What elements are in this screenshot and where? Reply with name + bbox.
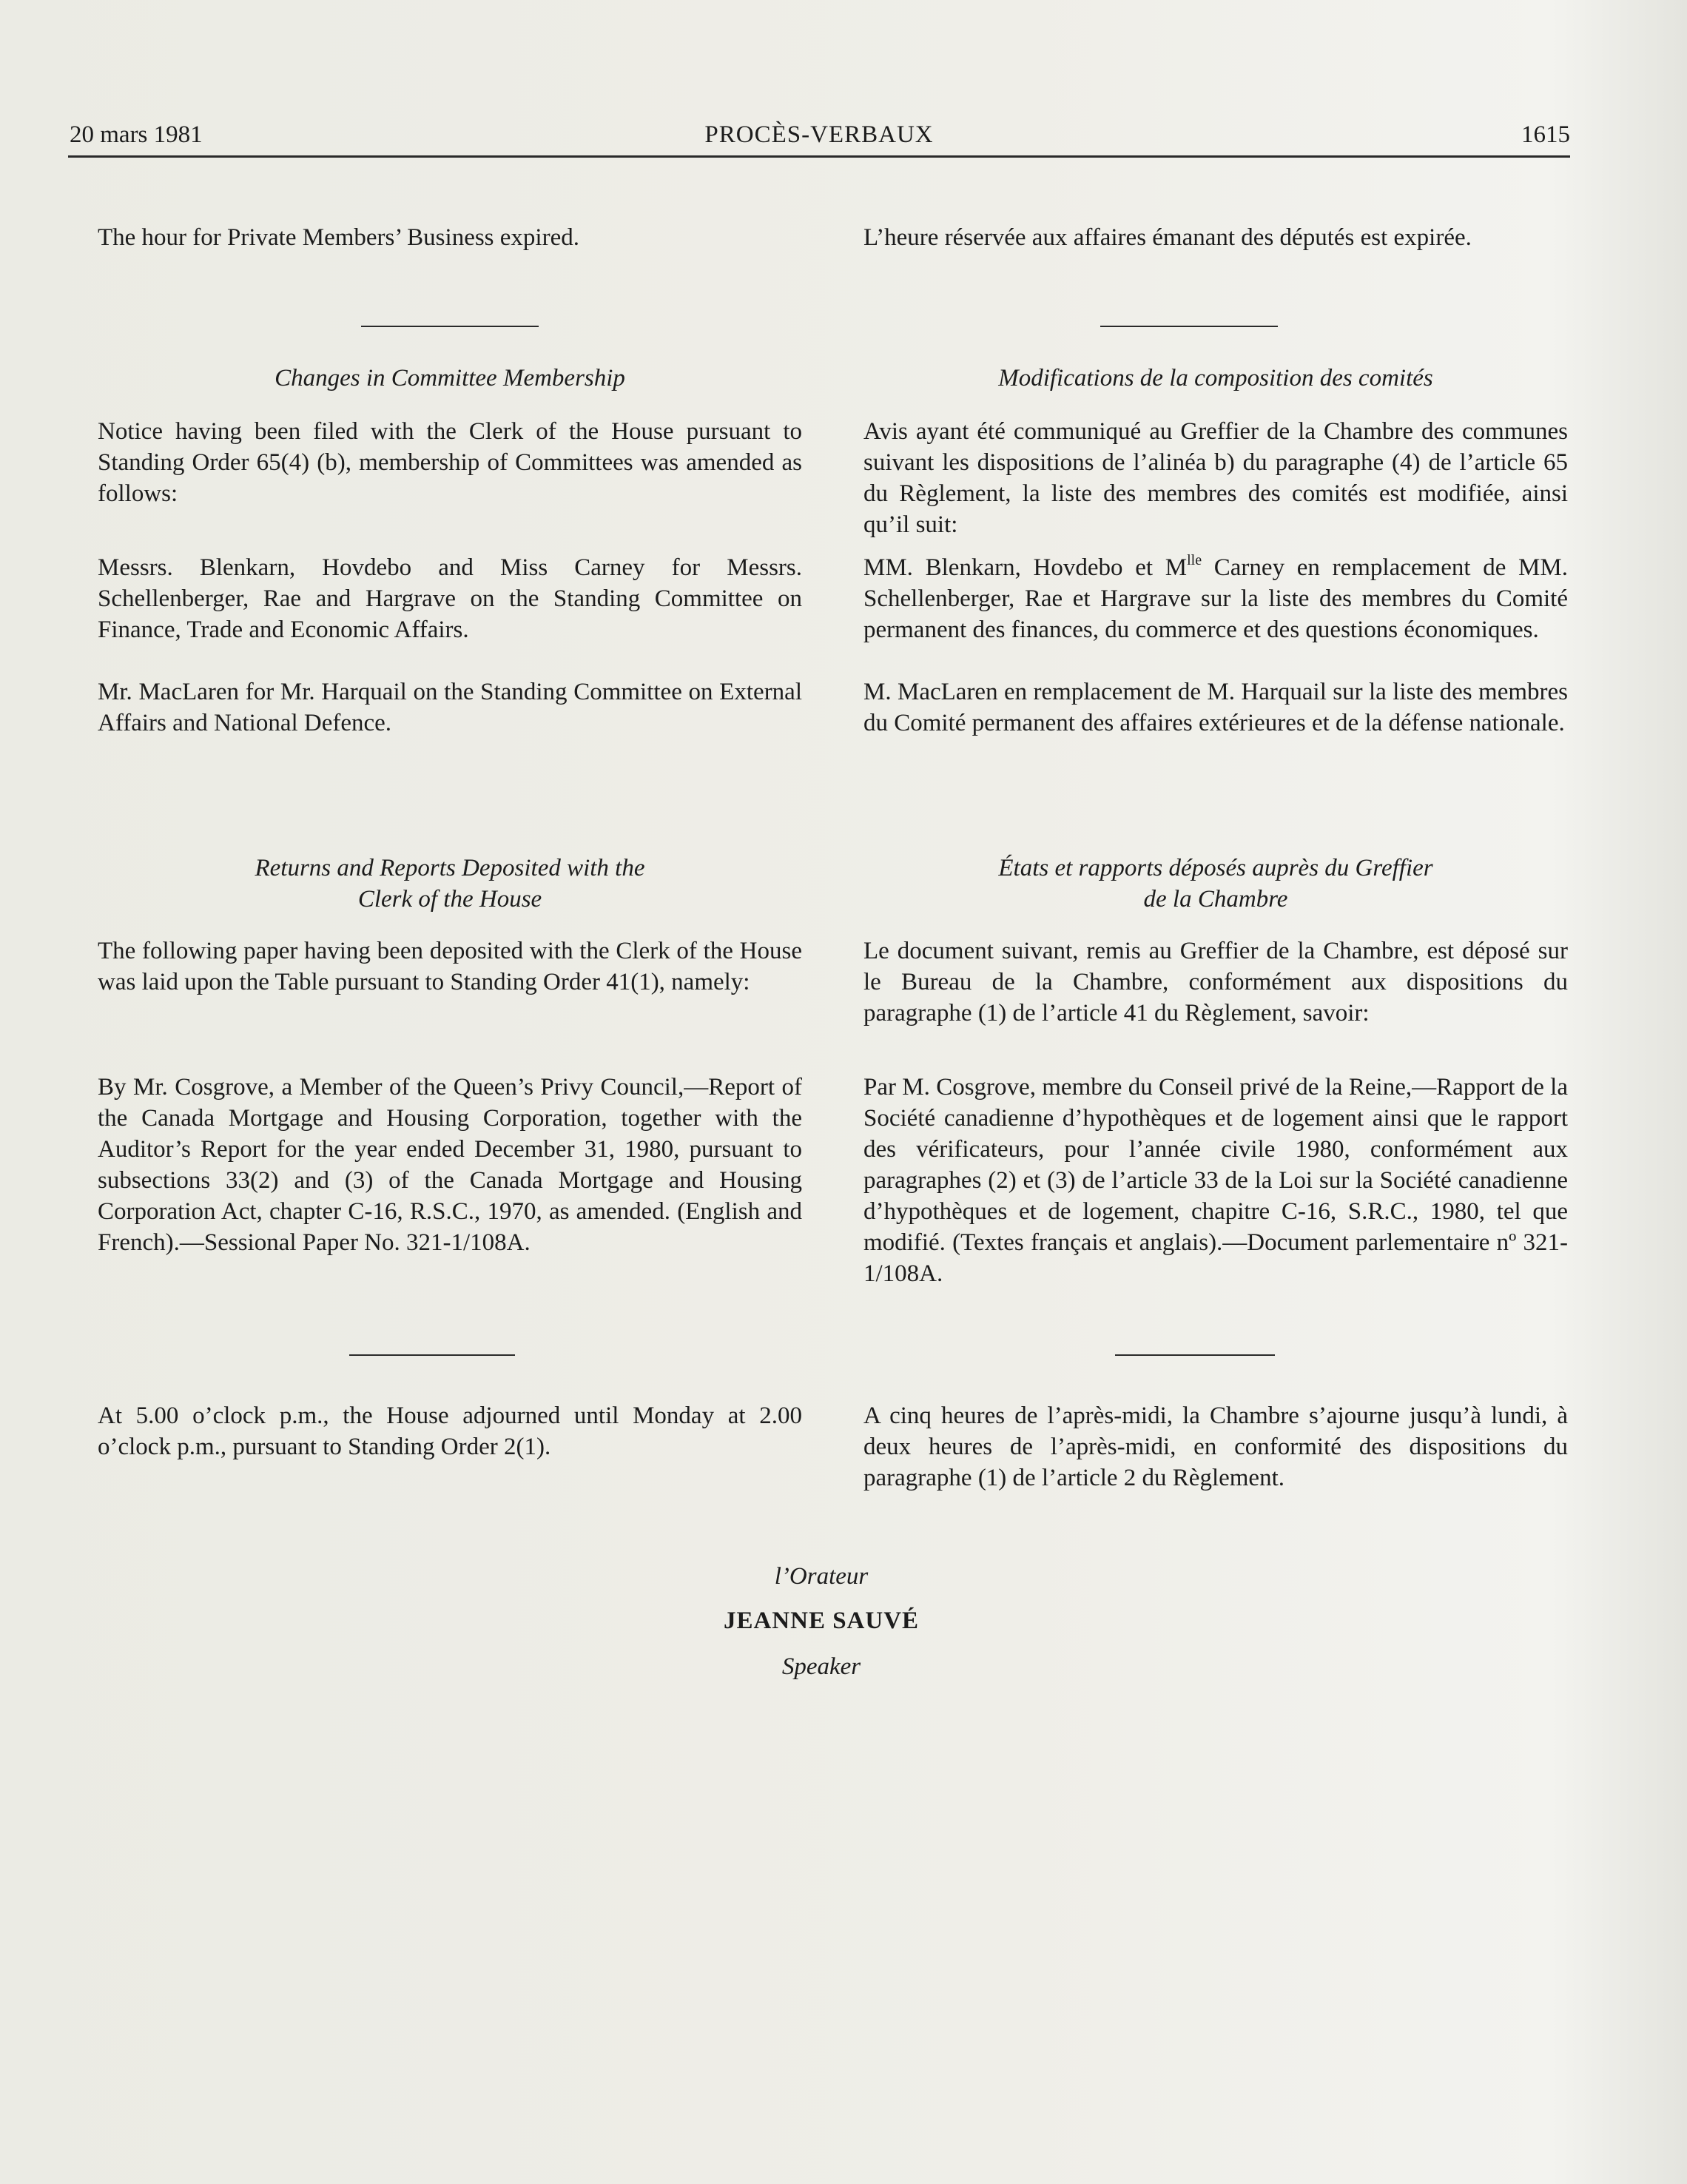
adjournment-paragraph: At 5.00 o’clock p.m., the House adjourned until Monday at 2.00 o’clock p.m., pursuant to Standing Order 2(1).: [98, 1402, 802, 1460]
section-divider: [1100, 326, 1278, 327]
mm-paragraph-fr: [863, 552, 1568, 645]
returns-heading-line2-fr: de la Chambre: [1143, 886, 1288, 913]
adjournment-paragraph-fr: A cinq heures de l’après-midi, la Chambre s’ajourne jusqu’à lundi, à deux heures de l’après-midi, en conformité des dispositions du paragraphe (1) de l’article 2 du Règlement.: [863, 1402, 1568, 1491]
cosgrove-paragraph-fr: Par M. Cosgrove, membre du Conseil privé de la Reine,—Rapport de la Société canadienne d’hypothèques et de logement ainsi que le rapport des vérificateurs, pour l’année civile 1980, conformément aux paragraphes (2) et (3) de l’article 33 de la Loi sur la Société canadienne d’hypothèques et de logement, chapitre C-16, S.R.C., 1980, tel que modifié. (Textes français et anglais).—Document parlementaire nº 321-1/108A.: [863, 1074, 1568, 1287]
returns-heading-line1: Returns and Reports Deposited with the: [255, 855, 645, 881]
section-divider: [349, 1354, 515, 1356]
private-business-paragraph-fr: L’heure réservée aux affaires émanant des députés est expirée.: [863, 224, 1472, 251]
committee-composition-heading: Modifications de la composition des comités: [998, 365, 1433, 392]
section-divider: [1115, 1354, 1275, 1356]
cosgrove-paragraph: By Mr. Cosgrove, a Member of the Queen’s Privy Council,—Report of the Canada Mortgage and Housing Corporation, together with the Auditor’s Report for the year ended December 31, 1980, pursuant to subsections 33(2) and (3) of the Canada Mortgage and Housing Corporation Act, chapter C-16, R.S.C., 1970, as amended. (English and French).—Sessional Paper No. 321-1/108A.: [98, 1074, 802, 1256]
maclaren-paragraph: Mr. MacLaren for Mr. Harquail on the Standing Committee on External Affairs and National Defence.: [98, 679, 802, 736]
committee-membership-heading: Changes in Committee Membership: [275, 365, 625, 392]
messrs-paragraph: Messrs. Blenkarn, Hovdebo and Miss Carney for Messrs. Schellenberger, Rae and Hargrave on the Standing Committee on Finance, Trade and Economic Affairs.: [98, 554, 802, 643]
mm-text-a: MM. Blenkarn, Hovdebo et M: [863, 554, 1188, 581]
maclaren-paragraph-fr: M. MacLaren en remplacement de M. Harquail sur la liste des membres du Comité permanent des affaires extérieures et de la défense nationale.: [863, 679, 1568, 736]
returns-heading-line2: Clerk of the House: [357, 886, 542, 913]
paper-deposited-paragraph: The following paper having been deposited with the Clerk of the House was laid upon the Table pursuant to Standing Order 41(1), namely:: [98, 938, 802, 995]
returns-heading-line1-fr: États et rapports déposés auprès du Greffier: [998, 855, 1433, 881]
notice-paragraph-fr: Avis ayant été communiqué au Greffier de la Chambre des communes suivant les dispositions de l’alinéa b) du paragraphe (4) de l’article 65 du Règlement, la liste des membres des comités est modifiée, ainsi qu’il suit:: [863, 418, 1568, 538]
page-number: 1615: [1521, 121, 1570, 148]
header-date: 20 mars 1981: [70, 121, 203, 148]
running-header: [68, 118, 1570, 158]
header-title: PROCÈS-VERBAUX: [704, 121, 934, 148]
speaker-label: Speaker: [781, 1653, 861, 1680]
private-business-paragraph: The hour for Private Members’ Business expired.: [98, 224, 579, 251]
speaker-name: JEANNE SAUVÉ: [723, 1607, 920, 1634]
notice-paragraph: Notice having been filed with the Clerk of the House pursuant to Standing Order 65(4) (b), membership of Committees was amended as follows:: [98, 418, 802, 507]
orateur-label: l’Orateur: [774, 1563, 869, 1590]
section-divider: [361, 326, 539, 327]
mlle-superscript: lle: [1187, 552, 1202, 568]
paper-deposited-paragraph-fr: Le document suivant, remis au Greffier de la Chambre, est déposé sur le Bureau de la Chambre, conformément aux dispositions du paragraphe (1) de l’article 41 du Règlement, savoir:: [863, 938, 1568, 1027]
mm-text-b: Carney en remplacement de MM. Schellenberger, Rae et Hargrave sur la liste des membres du Comité permanent des finances, du commerce et des questions économiques.: [863, 554, 1568, 643]
